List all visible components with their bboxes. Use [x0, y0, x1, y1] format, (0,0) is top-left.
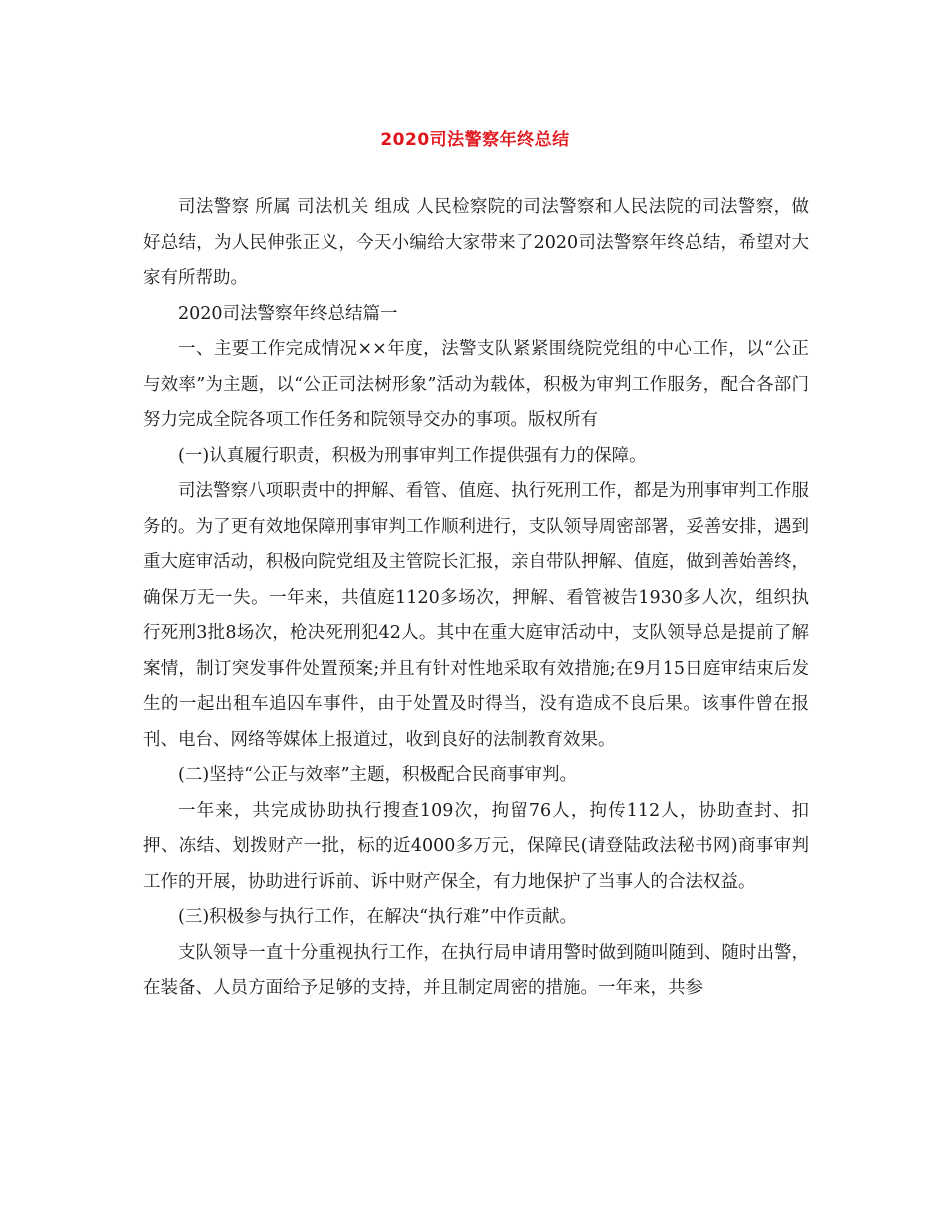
subsection-heading: (二)坚持“公正与效率”主题，积极配合民商事审判。: [178, 765, 578, 785]
intro-paragraph: 司法警察 所属 司法机关 组成 人民检察院的司法警察和人民法院的司法警察，做好总结，为人民伸张正义，今天小编给大家带来了2020司法警察年终总结，希望对大家有所帮助。: [143, 197, 809, 288]
document-title: 2020司法警察年终总结: [380, 130, 570, 150]
subsection-heading: (三)积极参与执行工作，在解决“执行难”中作贡献。: [178, 907, 578, 927]
subsection-heading: (一)认真履行职责，积极为刑事审判工作提供强有力的保障。: [178, 445, 647, 466]
body-paragraph: 一、主要工作完成情况××年度，法警支队紧紧围绕院党组的中心工作，以“公正与效率”为主题，以“公正司法树形象”活动为载体，积极为审判工作服务，配合各部门努力完成全院各项工作任务和院领导交办的事项。版权所有: [143, 339, 809, 430]
section-heading: 2020司法警察年终总结篇一: [178, 303, 398, 324]
body-paragraph: 司法警察八项职责中的押解、看管、值庭、执行死刑工作，都是为刑事审判工作服务的。为了更有效地保障刑事审判工作顺利进行，支队领导周密部署，妥善安排，遇到重大庭审活动，积极向院党组及主管院长汇报，亲自带队押解、值庭，做到善始善终，确保万无一失。一年来，共值庭1120多场次，押解、看管被告1930多人次，组织执行死刑3批8场次，枪决死刑犯42人。其中在重大庭审活动中，支队领导总是提前了解案情，制订突发事件处置预案;并且有针对性地采取有效措施;在9月15日庭审结束后发生的一起出租车追囚车事件，由于处置及时得当，没有造成不良后果。该事件曾在报刊、电台、网络等媒体上报道过，收到良好的法制教育效果。: [143, 481, 809, 750]
document-body: [143, 190, 809, 1007]
body-paragraph: 一年来，共完成协助执行搜查109次，拘留76人，拘传112人，协助查封、扣押、冻结、划拨财产一批，标的近4000多万元，保障民(请登陆政法秘书网)商事审判工作的开展，协助进行诉前、诉中财产保全，有力地保护了当事人的合法权益。: [143, 800, 809, 892]
body-paragraph: 支队领导一直十分重视执行工作，在执行局申请用警时做到随叫随到、随时出警，在装备、人员方面给予足够的支持，并且制定周密的措施。一年来，共参: [143, 942, 809, 998]
